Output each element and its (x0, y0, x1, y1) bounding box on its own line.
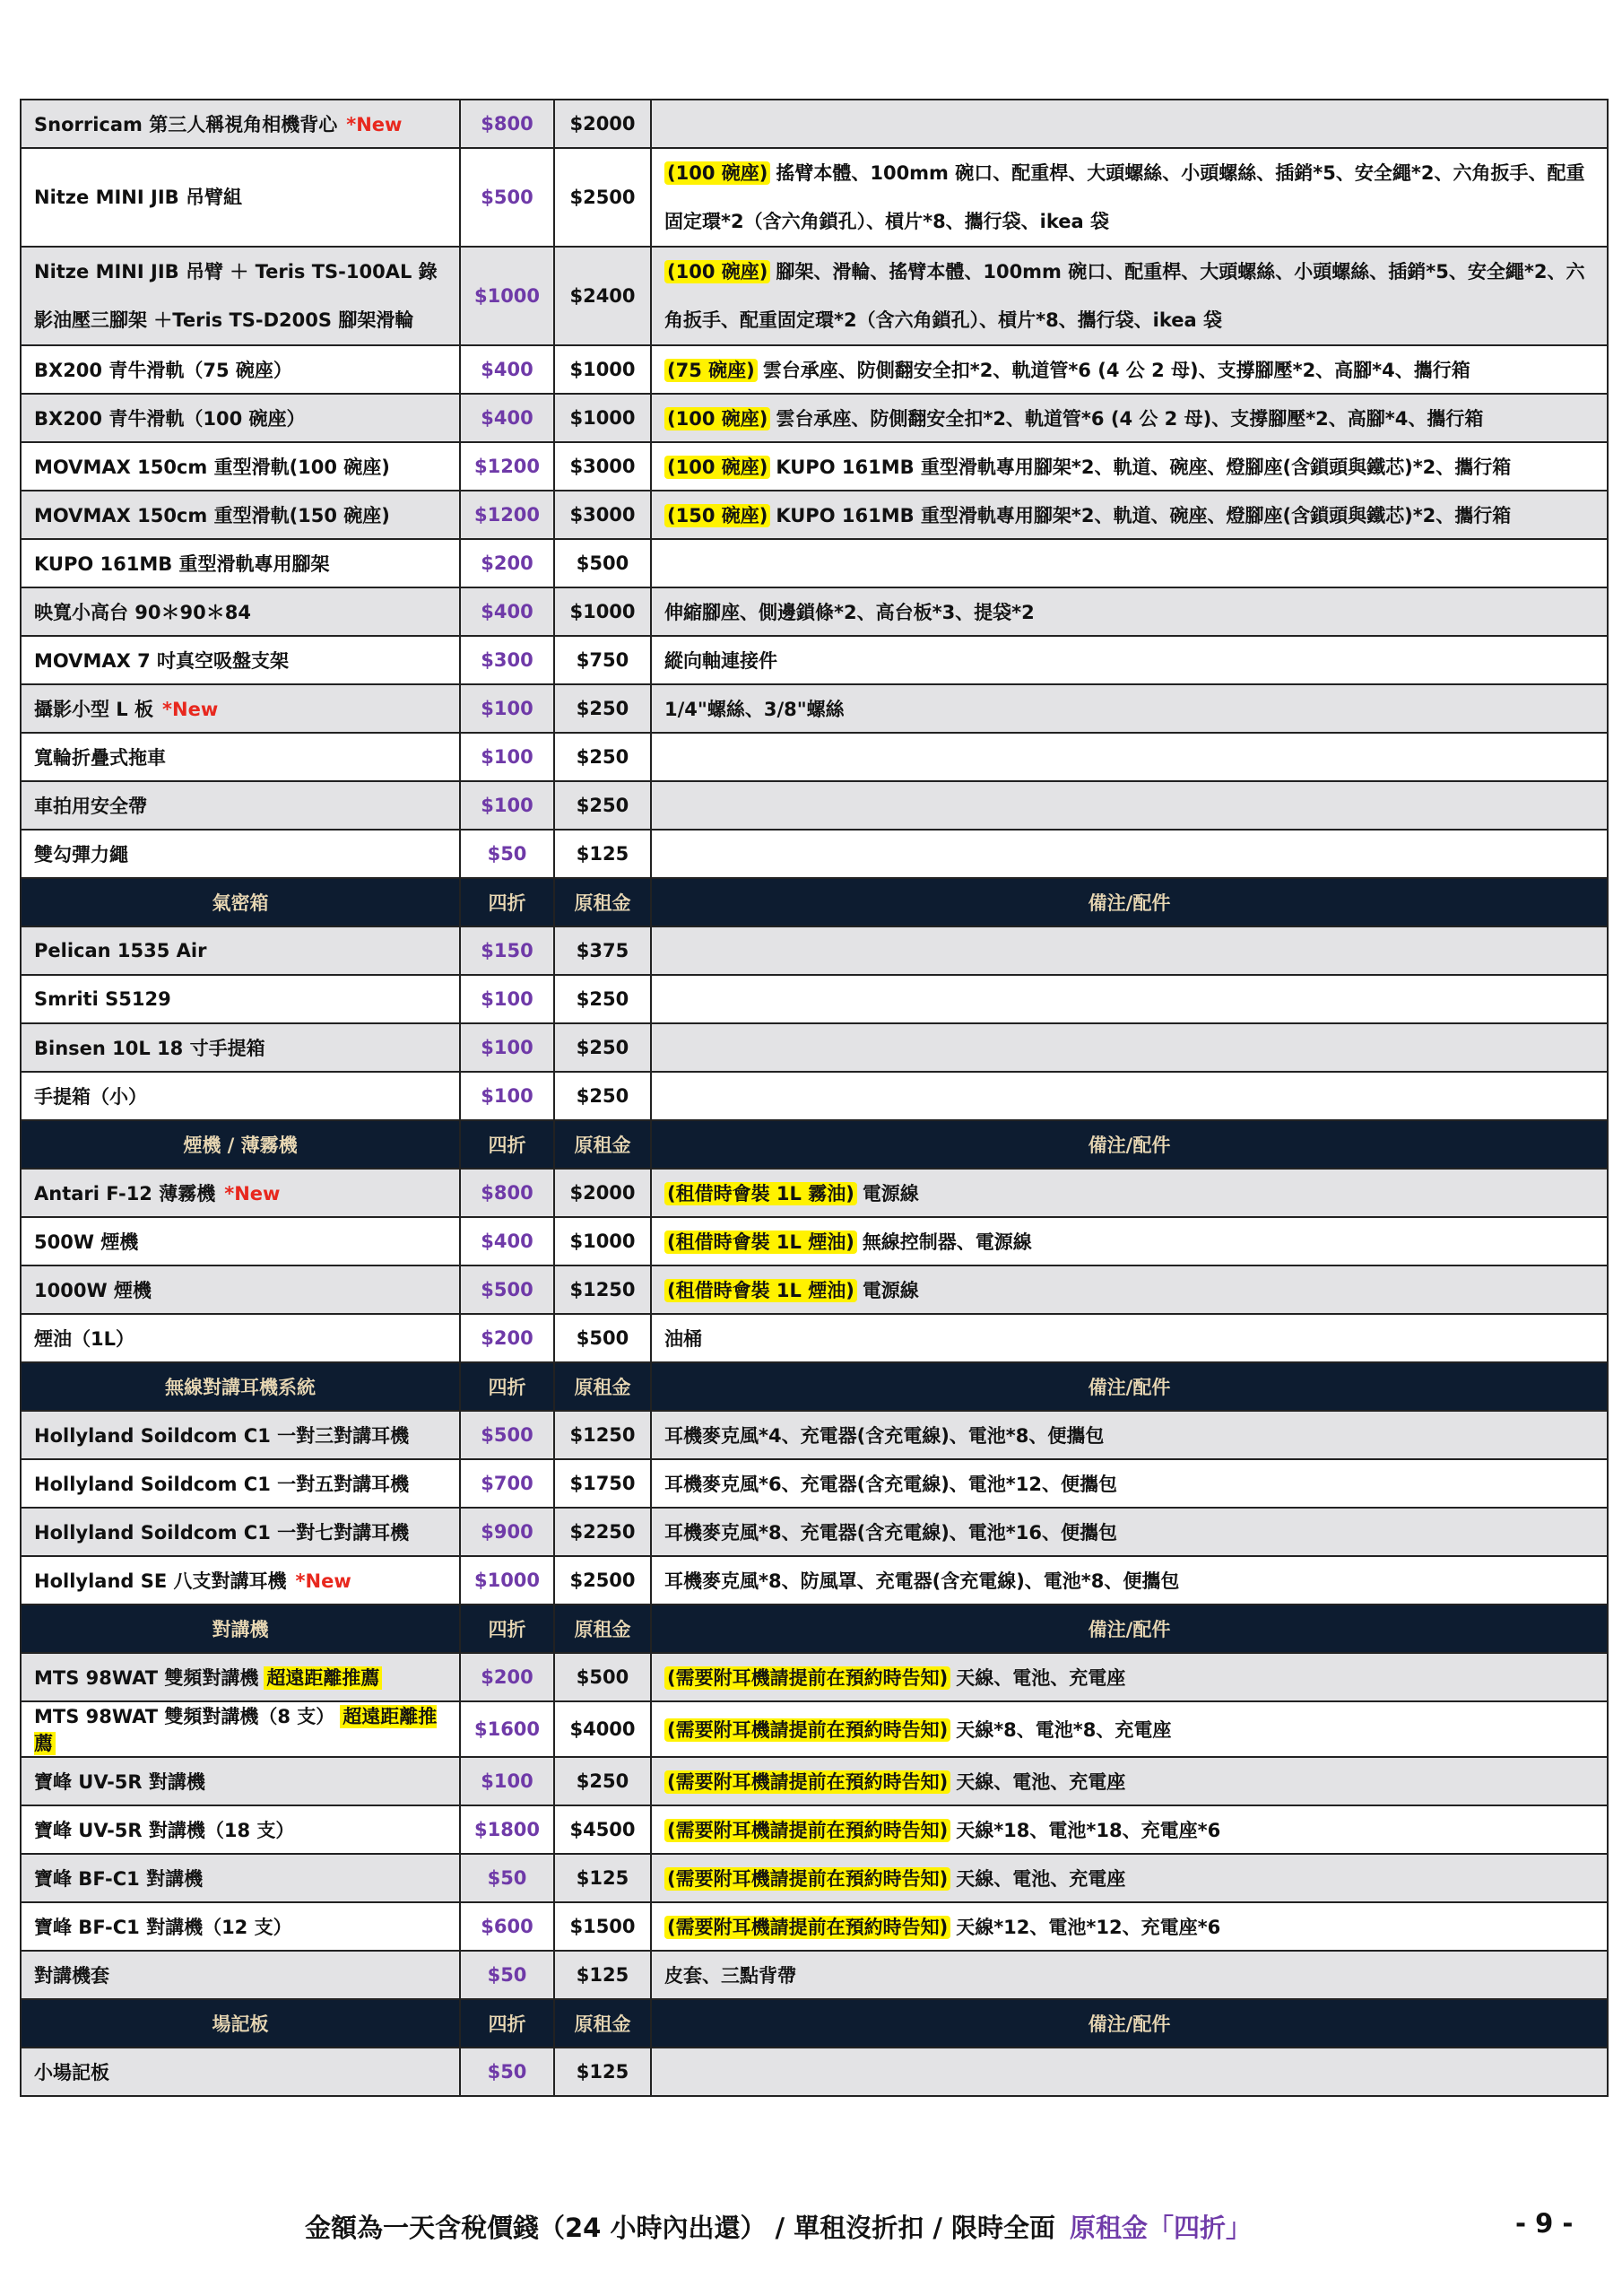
item-name-cell (21, 1757, 460, 1805)
notes-cell (651, 975, 1608, 1023)
discount-price: $800 (460, 100, 554, 148)
accessory-note: 腳架、滑輪、搖臂本體、100mm 碗口、配重桿、大頭螺絲、小頭螺絲、插銷*5、安全繩*2、六角扳手、配重固定環*2（含六角鎖孔）、槓片*8、攜行袋、ikea 袋 (664, 261, 1585, 331)
item-name-cell (21, 1508, 460, 1556)
accessory-note: 耳機麥克風*8、充電器(含充電線)、電池*16、便攜包 (664, 1522, 1117, 1544)
highlight-note: (租借時會裝 1L 煙油) (664, 1231, 857, 1254)
accessory-note: 縱向軸連接件 (664, 650, 777, 672)
col-header-original: 原租金 (554, 1999, 651, 2048)
discount-price: $50 (460, 2048, 554, 2096)
original-price: $1250 (554, 1265, 651, 1314)
original-price: $250 (554, 1072, 651, 1120)
col-header-notes: 備注/配件 (651, 1605, 1608, 1653)
item-name: 雙勾彈力繩 (34, 844, 128, 865)
item-name: MOVMAX 7 吋真空吸盤支架 (34, 650, 290, 672)
item-name-cell (21, 1314, 460, 1362)
notes-cell (651, 1556, 1608, 1605)
recommend-tag: 超遠距離推薦 (264, 1666, 382, 1690)
table-row (21, 1556, 1608, 1605)
col-header-notes: 備注/配件 (651, 1362, 1608, 1411)
item-name-cell (21, 1217, 460, 1265)
item-name-cell (21, 1265, 460, 1314)
item-name: KUPO 161MB 重型滑軌專用腳架 (34, 553, 330, 575)
accessory-note: 雲台承座、防側翻安全扣*2、軌道管*6 (4 公 2 母)、支撐腳壓*2、高腳*4、攜行箱 (762, 360, 1470, 381)
accessory-note: KUPO 161MB 重型滑軌專用腳架*2、軌道、碗座、燈腳座(含鎖頭與鐵芯)*2、攜行箱 (776, 457, 1512, 478)
accessory-note: 天線*18、電池*18、充電座*6 (956, 1820, 1221, 1841)
discount-price: $1000 (460, 247, 554, 345)
item-name-cell (21, 587, 460, 636)
accessory-note: 無線控制器、電源線 (862, 1231, 1032, 1253)
accessory-note: 天線*8、電池*8、充電座 (956, 1719, 1172, 1741)
item-name: 煙油（1L） (34, 1328, 134, 1350)
discount-price: $700 (460, 1459, 554, 1508)
accessory-note: 天線、電池、充電座 (956, 1771, 1126, 1793)
highlight-note: (租借時會裝 1L 霧油) (664, 1182, 857, 1205)
discount-price: $50 (460, 1951, 554, 1999)
item-name-cell (21, 1411, 460, 1459)
table-row (21, 781, 1608, 830)
notes-cell (651, 1508, 1608, 1556)
highlight-note: (150 碗座) (664, 504, 770, 527)
item-name: MTS 98WAT 雙頻對講機（8 支） (34, 1706, 335, 1727)
table-row (21, 1757, 1608, 1805)
discount-price: $300 (460, 636, 554, 684)
table-row (21, 636, 1608, 684)
item-name-cell (21, 2048, 460, 2096)
discount-price: $1000 (460, 1556, 554, 1605)
notes-cell (651, 1459, 1608, 1508)
original-price: $250 (554, 684, 651, 733)
notes-cell (651, 1217, 1608, 1265)
section-header-row (21, 1120, 1608, 1169)
item-name-cell (21, 148, 460, 247)
item-name: 手提箱（小） (34, 1086, 147, 1108)
section-header-row (21, 1999, 1608, 2048)
item-name: 攝影小型 L 板 (34, 699, 154, 720)
table-row (21, 1217, 1608, 1265)
item-name-cell (21, 636, 460, 684)
highlight-note: (100 碗座) (664, 456, 770, 479)
original-price: $1000 (554, 394, 651, 442)
notes-cell (651, 1854, 1608, 1902)
notes-cell (651, 733, 1608, 781)
item-name-cell (21, 247, 460, 345)
accessory-note: KUPO 161MB 重型滑軌專用腳架*2、軌道、碗座、燈腳座(含鎖頭與鐵芯)*2、攜行箱 (776, 505, 1512, 526)
notes-cell (651, 1411, 1608, 1459)
item-name-cell (21, 442, 460, 491)
notes-cell (651, 830, 1608, 878)
section-title: 場記板 (21, 1999, 460, 2048)
table-row (21, 1169, 1608, 1217)
discount-price: $400 (460, 1217, 554, 1265)
notes-cell (651, 539, 1608, 587)
item-name-cell (21, 491, 460, 539)
item-name-cell (21, 830, 460, 878)
notes-cell (651, 1023, 1608, 1072)
col-header-original: 原租金 (554, 1605, 651, 1653)
item-name-cell (21, 1072, 460, 1120)
item-name: 小場記板 (34, 2062, 109, 2083)
discount-price: $1800 (460, 1805, 554, 1854)
table-row (21, 2048, 1608, 2096)
recommend-tag: 超遠距離推薦 (34, 1706, 438, 1754)
accessory-note: 雲台承座、防側翻安全扣*2、軌道管*6 (4 公 2 母)、支撐腳壓*2、高腳*4、攜行箱 (776, 408, 1484, 430)
table-row (21, 491, 1608, 539)
notes-cell (651, 1902, 1608, 1951)
item-name: 車拍用安全帶 (34, 796, 147, 817)
notes-cell (651, 1072, 1608, 1120)
item-name: MOVMAX 150cm 重型滑軌(100 碗座) (34, 457, 390, 478)
col-header-discount: 四折 (460, 1120, 554, 1169)
discount-price: $200 (460, 539, 554, 587)
original-price: $250 (554, 781, 651, 830)
accessory-note: 搖臂本體、100mm 碗口、配重桿、大頭螺絲、小頭螺絲、插銷*5、安全繩*2、六角扳手、配重固定環*2（含六角鎖孔）、槓片*8、攜行袋、ikea 袋 (664, 162, 1585, 232)
accessory-note: 皮套、三點背帶 (664, 1965, 796, 1987)
accessory-note: 耳機麥克風*8、防風罩、充電器(含充電線)、電池*8、便攜包 (664, 1570, 1180, 1592)
highlight-note: (100 碗座) (664, 407, 770, 430)
notes-cell (651, 1805, 1608, 1854)
item-name-cell (21, 1951, 460, 1999)
item-name: Hollyland SE 八支對講耳機 (34, 1570, 287, 1592)
item-name-cell (21, 1023, 460, 1072)
item-name-cell (21, 100, 460, 148)
section-header-row (21, 1362, 1608, 1411)
item-name: 500W 煙機 (34, 1231, 139, 1253)
original-price: $3000 (554, 491, 651, 539)
item-name-cell (21, 1556, 460, 1605)
new-badge: *New (162, 699, 219, 720)
notes-cell (651, 100, 1608, 148)
original-price: $2400 (554, 247, 651, 345)
new-badge: *New (224, 1183, 281, 1205)
col-header-notes: 備注/配件 (651, 878, 1608, 926)
notes-cell (651, 1169, 1608, 1217)
notes-cell (651, 491, 1608, 539)
original-price: $1000 (554, 1217, 651, 1265)
notes-cell (651, 636, 1608, 684)
notes-cell (651, 1951, 1608, 1999)
discount-price: $100 (460, 1757, 554, 1805)
table-row (21, 1805, 1608, 1854)
item-name-cell (21, 394, 460, 442)
notes-cell (651, 2048, 1608, 2096)
col-header-original: 原租金 (554, 878, 651, 926)
original-price: $750 (554, 636, 651, 684)
discount-price: $900 (460, 1508, 554, 1556)
discount-price: $50 (460, 1854, 554, 1902)
discount-price: $1600 (460, 1701, 554, 1757)
accessory-note: 電源線 (862, 1183, 919, 1205)
item-name-cell (21, 926, 460, 975)
discount-price: $200 (460, 1653, 554, 1701)
highlight-note: (需要附耳機請提前在預約時告知) (664, 1819, 950, 1842)
col-header-discount: 四折 (460, 878, 554, 926)
table-row (21, 539, 1608, 587)
item-name: Nitze MINI JIB 吊臂 ＋ Teris TS-100AL 錄影油壓三腳架 ＋Teris TS-D200S 腳架滑輪 (34, 261, 438, 331)
table-row (21, 442, 1608, 491)
original-price: $375 (554, 926, 651, 975)
col-header-original: 原租金 (554, 1120, 651, 1169)
notes-cell (651, 684, 1608, 733)
discount-price: $100 (460, 1072, 554, 1120)
new-badge: *New (346, 114, 403, 135)
table-row (21, 1023, 1608, 1072)
highlight-note: (75 碗座) (664, 359, 758, 382)
original-price: $1750 (554, 1459, 651, 1508)
item-name-cell (21, 975, 460, 1023)
table-row (21, 1459, 1608, 1508)
table-row (21, 1314, 1608, 1362)
table-row (21, 148, 1608, 247)
item-name-cell (21, 1854, 460, 1902)
original-price: $2250 (554, 1508, 651, 1556)
item-name: BX200 青牛滑軌（100 碗座） (34, 408, 306, 430)
col-header-notes: 備注/配件 (651, 1120, 1608, 1169)
original-price: $1000 (554, 587, 651, 636)
notes-cell (651, 247, 1608, 345)
notes-cell (651, 1314, 1608, 1362)
discount-price: $500 (460, 1265, 554, 1314)
notes-cell (651, 1701, 1608, 1757)
original-price: $125 (554, 1951, 651, 1999)
item-name: 寶峰 BF-C1 對講機（12 支） (34, 1917, 292, 1938)
page-number: - 9 - (1515, 2208, 1574, 2239)
item-name-cell (21, 1701, 460, 1757)
original-price: $1500 (554, 1902, 651, 1951)
table-row (21, 1411, 1608, 1459)
item-name: Smriti S5129 (34, 988, 171, 1010)
discount-price: $100 (460, 733, 554, 781)
rental-price-table (20, 99, 1609, 2097)
item-name: 映寬小高台 90＊90＊84 (34, 602, 251, 623)
accessory-note: 耳機麥克風*6、充電器(含充電線)、電池*12、便攜包 (664, 1474, 1117, 1495)
notes-cell (651, 926, 1608, 975)
accessory-note: 伸縮腳座、側邊鎖條*2、高台板*3、提袋*2 (664, 602, 1035, 623)
item-name: Snorricam 第三人稱視角相機背心 (34, 114, 338, 135)
item-name-cell (21, 684, 460, 733)
discount-price: $400 (460, 394, 554, 442)
item-name: Hollyland Soildcom C1 一對三對講耳機 (34, 1425, 410, 1447)
discount-price: $100 (460, 975, 554, 1023)
discount-price: $200 (460, 1314, 554, 1362)
original-price: $1250 (554, 1411, 651, 1459)
original-price: $125 (554, 830, 651, 878)
discount-price: $400 (460, 587, 554, 636)
original-price: $250 (554, 733, 651, 781)
original-price: $125 (554, 1854, 651, 1902)
discount-price: $50 (460, 830, 554, 878)
highlight-note: (租借時會裝 1L 煙油) (664, 1279, 857, 1302)
item-name: MOVMAX 150cm 重型滑軌(150 碗座) (34, 505, 390, 526)
original-price: $250 (554, 1023, 651, 1072)
section-header-row (21, 1605, 1608, 1653)
original-price: $2000 (554, 100, 651, 148)
table-row (21, 684, 1608, 733)
highlight-note: (需要附耳機請提前在預約時告知) (664, 1770, 950, 1794)
table-row (21, 587, 1608, 636)
notes-cell (651, 781, 1608, 830)
table-row (21, 100, 1608, 148)
item-name: 對講機套 (34, 1965, 109, 1987)
table-row (21, 975, 1608, 1023)
table-row (21, 247, 1608, 345)
discount-price: $1200 (460, 491, 554, 539)
col-header-discount: 四折 (460, 1362, 554, 1411)
item-name: Binsen 10L 18 寸手提箱 (34, 1038, 265, 1059)
item-name: 寶峰 BF-C1 對講機 (34, 1868, 204, 1890)
col-header-original: 原租金 (554, 1362, 651, 1411)
accessory-note: 天線、電池、充電座 (956, 1868, 1126, 1890)
discount-price: $500 (460, 148, 554, 247)
footer-text-line (305, 2208, 1252, 2245)
accessory-note: 耳機麥克風*4、充電器(含充電線)、電池*8、便攜包 (664, 1425, 1105, 1447)
highlight-note: (100 碗座) (664, 260, 770, 283)
new-badge: *New (295, 1570, 351, 1592)
table-row (21, 1072, 1608, 1120)
notes-cell (651, 148, 1608, 247)
discount-price: $100 (460, 684, 554, 733)
item-name-cell (21, 1169, 460, 1217)
item-name: Hollyland Soildcom C1 一對七對講耳機 (34, 1522, 410, 1544)
footer-discount-highlight: 原租金「四折」 (1070, 2213, 1253, 2243)
col-header-notes: 備注/配件 (651, 1999, 1608, 2048)
item-name: Pelican 1535 Air (34, 940, 207, 961)
table-row (21, 733, 1608, 781)
notes-cell (651, 1265, 1608, 1314)
item-name-cell (21, 1805, 460, 1854)
table-row (21, 394, 1608, 442)
table-row (21, 1701, 1608, 1757)
item-name-cell (21, 345, 460, 394)
table-row (21, 1653, 1608, 1701)
discount-price: $100 (460, 1023, 554, 1072)
footer (0, 2208, 1622, 2251)
table-row (21, 830, 1608, 878)
item-name: MTS 98WAT 雙頻對講機 (34, 1667, 259, 1689)
section-header-row (21, 878, 1608, 926)
table-row (21, 1951, 1608, 1999)
table-row (21, 345, 1608, 394)
original-price: $4500 (554, 1805, 651, 1854)
notes-cell (651, 587, 1608, 636)
table-row (21, 926, 1608, 975)
highlight-note: (需要附耳機請提前在預約時告知) (664, 1718, 950, 1742)
discount-price: $500 (460, 1411, 554, 1459)
original-price: $500 (554, 1653, 651, 1701)
section-title: 對講機 (21, 1605, 460, 1653)
notes-cell (651, 1757, 1608, 1805)
footer-text: 金額為一天含稅價錢（24 小時內出還） / 單租沒折扣 / 限時全面 (305, 2213, 1056, 2243)
item-name: Nitze MINI JIB 吊臂組 (34, 187, 242, 208)
original-price: $2500 (554, 1556, 651, 1605)
item-name-cell (21, 1459, 460, 1508)
original-price: $250 (554, 975, 651, 1023)
section-title: 氣密箱 (21, 878, 460, 926)
table-row (21, 1508, 1608, 1556)
item-name-cell (21, 1902, 460, 1951)
original-price: $1000 (554, 345, 651, 394)
accessory-note: 1/4"螺絲、3/8"螺絲 (664, 699, 845, 720)
notes-cell (651, 442, 1608, 491)
original-price: $2500 (554, 148, 651, 247)
original-price: $500 (554, 1314, 651, 1362)
item-name: 寶峰 UV-5R 對講機（18 支） (34, 1820, 295, 1841)
original-price: $250 (554, 1757, 651, 1805)
col-header-discount: 四折 (460, 1605, 554, 1653)
discount-price: $1200 (460, 442, 554, 491)
item-name: 寶峰 UV-5R 對講機 (34, 1771, 205, 1793)
highlight-note: (需要附耳機請提前在預約時告知) (664, 1666, 950, 1690)
discount-price: $600 (460, 1902, 554, 1951)
discount-price: $100 (460, 781, 554, 830)
notes-cell (651, 1653, 1608, 1701)
notes-cell (651, 345, 1608, 394)
discount-price: $800 (460, 1169, 554, 1217)
accessory-note: 天線、電池、充電座 (956, 1667, 1126, 1689)
original-price: $3000 (554, 442, 651, 491)
discount-price: $150 (460, 926, 554, 975)
item-name: 1000W 煙機 (34, 1280, 152, 1301)
highlight-note: (需要附耳機請提前在預約時告知) (664, 1867, 950, 1891)
original-price: $125 (554, 2048, 651, 2096)
table-row (21, 1902, 1608, 1951)
section-title: 煙機 / 薄霧機 (21, 1120, 460, 1169)
item-name-cell (21, 1653, 460, 1701)
section-title: 無線對講耳機系統 (21, 1362, 460, 1411)
accessory-note: 天線*12、電池*12、充電座*6 (956, 1917, 1221, 1938)
original-price: $500 (554, 539, 651, 587)
original-price: $4000 (554, 1701, 651, 1757)
item-name: Antari F-12 薄霧機 (34, 1183, 216, 1205)
accessory-note: 油桶 (664, 1328, 702, 1350)
item-name-cell (21, 539, 460, 587)
col-header-discount: 四折 (460, 1999, 554, 2048)
item-name: BX200 青牛滑軌（75 碗座） (34, 360, 292, 381)
table-body (21, 100, 1608, 2096)
table-row (21, 1854, 1608, 1902)
highlight-note: (100 碗座) (664, 161, 770, 185)
discount-price: $400 (460, 345, 554, 394)
original-price: $2000 (554, 1169, 651, 1217)
item-name-cell (21, 781, 460, 830)
table-row (21, 1265, 1608, 1314)
item-name-cell (21, 733, 460, 781)
notes-cell (651, 394, 1608, 442)
item-name: 寬輪折疊式拖車 (34, 747, 166, 769)
highlight-note: (需要附耳機請提前在預約時告知) (664, 1916, 950, 1939)
item-name: Hollyland Soildcom C1 一對五對講耳機 (34, 1474, 410, 1495)
accessory-note: 電源線 (862, 1280, 919, 1301)
